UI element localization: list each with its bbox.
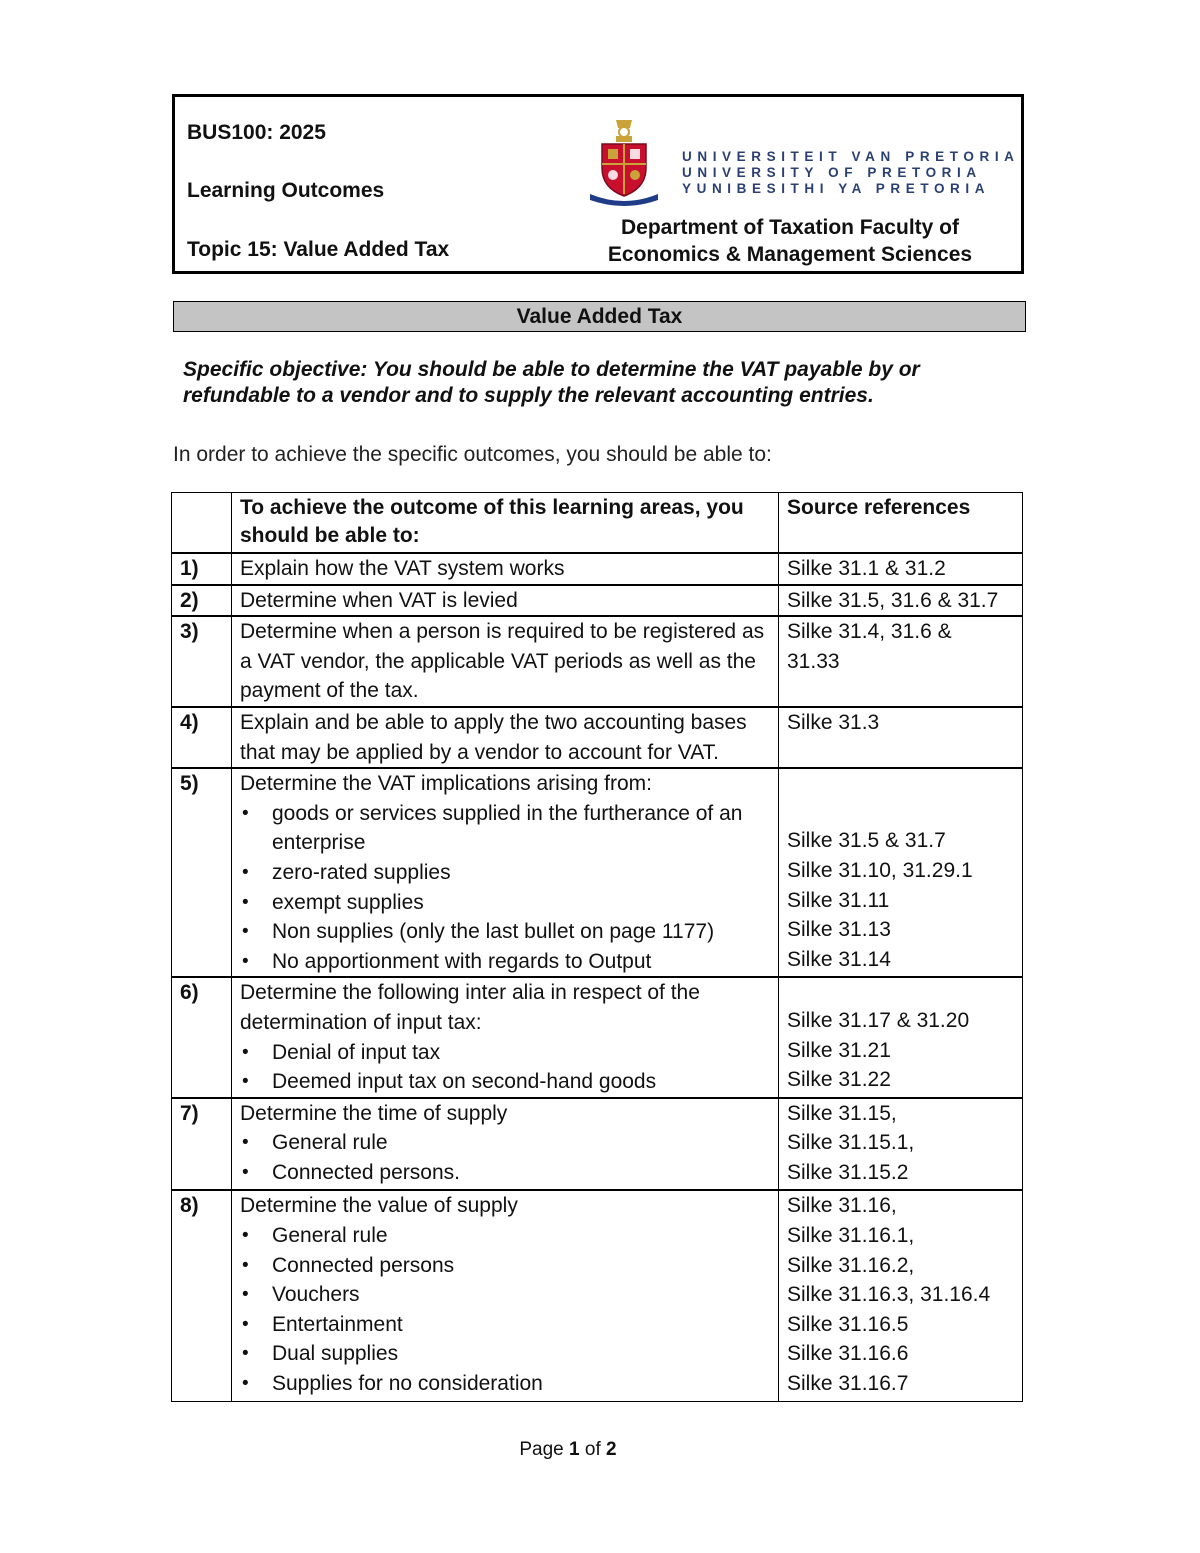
outcome-bullet-list — [240, 1128, 770, 1187]
source-reference: 31.33 — [787, 649, 840, 673]
row-outcome — [232, 585, 779, 617]
university-name-sepedi: YUNIBESITHI YA PRETORIA — [682, 181, 991, 196]
source-reference: Silke 31.3 — [787, 710, 880, 734]
intro-text: In order to achieve the specific outcomes, you should be able to: — [173, 443, 772, 466]
row-number: 8) — [172, 1190, 232, 1401]
outcome-bullet: • zero-rated supplies — [240, 858, 770, 888]
row-outcome — [232, 1098, 779, 1191]
source-reference: Silke 31.15, — [787, 1101, 897, 1125]
outcome-bullet: • Vouchers — [240, 1280, 770, 1310]
source-reference-list — [787, 617, 1014, 676]
outcome-bullet: • General rule — [240, 1128, 770, 1158]
outcome-text: Explain and be able to apply the two accounting bases that may be applied by a vendor to account for VAT. — [240, 710, 747, 764]
table-row — [172, 553, 1023, 585]
source-reference: Silke 31.16.6 — [787, 1342, 909, 1366]
source-reference: Silke 31.16.1, — [787, 1224, 915, 1248]
source-reference: Silke 31.16, — [787, 1194, 897, 1218]
outcome-bullet: • Denial of input tax — [240, 1038, 770, 1068]
table-row — [172, 616, 1023, 707]
table-header-source: Source references — [779, 493, 1023, 554]
department-line-2: Economics & Management Sciences — [607, 243, 973, 266]
source-reference-list — [787, 554, 1014, 584]
university-name-english: UNIVERSITY OF PRETORIA — [682, 165, 982, 180]
source-reference: Silke 31.15.2 — [787, 1160, 909, 1184]
outcome-bullet: • General rule — [240, 1221, 770, 1251]
learning-outcomes-table — [171, 492, 1023, 1402]
topic-title: Topic 15: Value Added Tax — [187, 238, 450, 261]
outcome-bullet: • Supplies for no consideration — [240, 1369, 770, 1399]
outcome-bullet-list — [240, 799, 770, 977]
row-number: 3) — [172, 616, 232, 707]
section-title-bar: Value Added Tax — [173, 301, 1026, 332]
course-code: BUS100: 2025 — [187, 121, 326, 144]
source-reference: Silke 31.4, 31.6 & — [787, 620, 952, 644]
source-reference: Silke 31.13 — [787, 918, 891, 942]
university-name-afrikaans: UNIVERSITEIT VAN PRETORIA — [682, 149, 1020, 164]
source-reference: Silke 31.5 & 31.7 — [787, 829, 946, 853]
department-name — [580, 214, 1000, 268]
row-source-references — [779, 1190, 1023, 1401]
source-reference: Silke 31.11 — [787, 888, 890, 912]
outcome-bullet-list — [240, 1038, 770, 1097]
source-reference: Silke 31.17 & 31.20 — [787, 1008, 970, 1032]
row-source-references — [779, 768, 1023, 977]
outcome-text: Determine the following inter alia in respect of the determination of input tax: — [240, 981, 700, 1034]
row-outcome — [232, 707, 779, 768]
row-number: 5) — [172, 768, 232, 977]
row-number: 6) — [172, 977, 232, 1097]
outcome-bullet: • No apportionment with regards to Output — [240, 947, 770, 977]
table-row — [172, 1098, 1023, 1191]
header-box — [172, 94, 1024, 274]
outcome-bullet: • exempt supplies — [240, 888, 770, 918]
outcome-bullet: • Entertainment — [240, 1310, 770, 1340]
source-reference: Silke 31.15.1, — [787, 1131, 915, 1155]
source-reference-list — [787, 586, 1014, 616]
table-row — [172, 977, 1023, 1097]
outcome-text: Determine the value of supply — [240, 1194, 518, 1218]
footer-page-total: 2 — [606, 1439, 617, 1460]
footer-of-label: of — [584, 1439, 601, 1460]
outcome-text: Explain how the VAT system works — [240, 557, 565, 580]
document-type: Learning Outcomes — [187, 179, 385, 202]
source-reference: Silke 31.14 — [787, 947, 891, 971]
row-outcome — [232, 977, 779, 1097]
row-number: 1) — [172, 553, 232, 585]
row-outcome — [232, 553, 779, 585]
row-source-references — [779, 616, 1023, 707]
footer-page-number: 1 — [569, 1439, 580, 1460]
table-row — [172, 1190, 1023, 1401]
source-reference: Silke 31.21 — [787, 1038, 891, 1062]
source-reference: Silke 31.10, 31.29.1 — [787, 858, 973, 882]
source-reference-list — [787, 708, 1014, 738]
table-header-outcome: To achieve the outcome of this learning areas, you should be able to: — [232, 493, 779, 554]
outcome-bullet: • Connected persons — [240, 1251, 770, 1281]
source-reference: Silke 31.22 — [787, 1068, 891, 1092]
university-name-lines — [682, 149, 1020, 197]
department-line-1: Department of Taxation Faculty of — [621, 216, 959, 239]
outcome-bullet: • goods or services supplied in the furtherance of an enterprise — [240, 799, 770, 858]
outcome-bullet: • Deemed input tax on second-hand goods — [240, 1067, 770, 1097]
row-source-references — [779, 1098, 1023, 1191]
row-source-references — [779, 585, 1023, 617]
table-row — [172, 585, 1023, 617]
source-reference-list — [787, 1191, 1014, 1398]
table-header-number — [172, 493, 232, 554]
outcome-bullet: • Connected persons. — [240, 1158, 770, 1188]
table-row — [172, 768, 1023, 977]
table-header-row — [172, 493, 1023, 554]
source-reference: Silke 31.5, 31.6 & 31.7 — [787, 588, 999, 612]
row-source-references — [779, 707, 1023, 768]
source-reference-list — [787, 1099, 1014, 1188]
specific-objective: Specific objective: You should be able to determine the VAT payable by or refundable to a vendor and to supply the relevant accounting entries. — [183, 358, 920, 407]
outcome-text: Determine the VAT implications arising from: — [240, 772, 652, 796]
outcome-text: Determine when VAT is levied — [240, 588, 518, 612]
table-row — [172, 707, 1023, 768]
page-footer — [0, 1439, 1136, 1461]
outcome-bullet-list — [240, 1221, 770, 1399]
footer-page-label: Page — [519, 1439, 564, 1460]
source-reference: Silke 31.16.3, 31.16.4 — [787, 1283, 991, 1307]
outcome-bullet: • Dual supplies — [240, 1339, 770, 1369]
source-reference-list — [787, 1006, 1014, 1095]
source-reference: Silke 31.16.7 — [787, 1372, 909, 1396]
source-reference: Silke 31.16.5 — [787, 1312, 909, 1336]
row-number: 4) — [172, 707, 232, 768]
row-source-references — [779, 553, 1023, 585]
source-reference: Silke 31.1 & 31.2 — [787, 557, 946, 580]
row-outcome — [232, 616, 779, 707]
outcome-text: Determine the time of supply — [240, 1101, 508, 1125]
outcome-text: Determine when a person is required to be registered as a VAT vendor, the applicable VAT periods as well as the payment of the tax. — [240, 620, 765, 703]
row-number: 7) — [172, 1098, 232, 1191]
row-source-references — [779, 977, 1023, 1097]
university-crest-logo — [586, 116, 662, 206]
row-outcome — [232, 768, 779, 977]
source-reference-list — [787, 826, 1014, 974]
source-reference: Silke 31.16.2, — [787, 1253, 915, 1277]
row-outcome — [232, 1190, 779, 1401]
outcome-bullet: • Non supplies (only the last bullet on page 1177) — [240, 917, 770, 947]
row-number: 2) — [172, 585, 232, 617]
